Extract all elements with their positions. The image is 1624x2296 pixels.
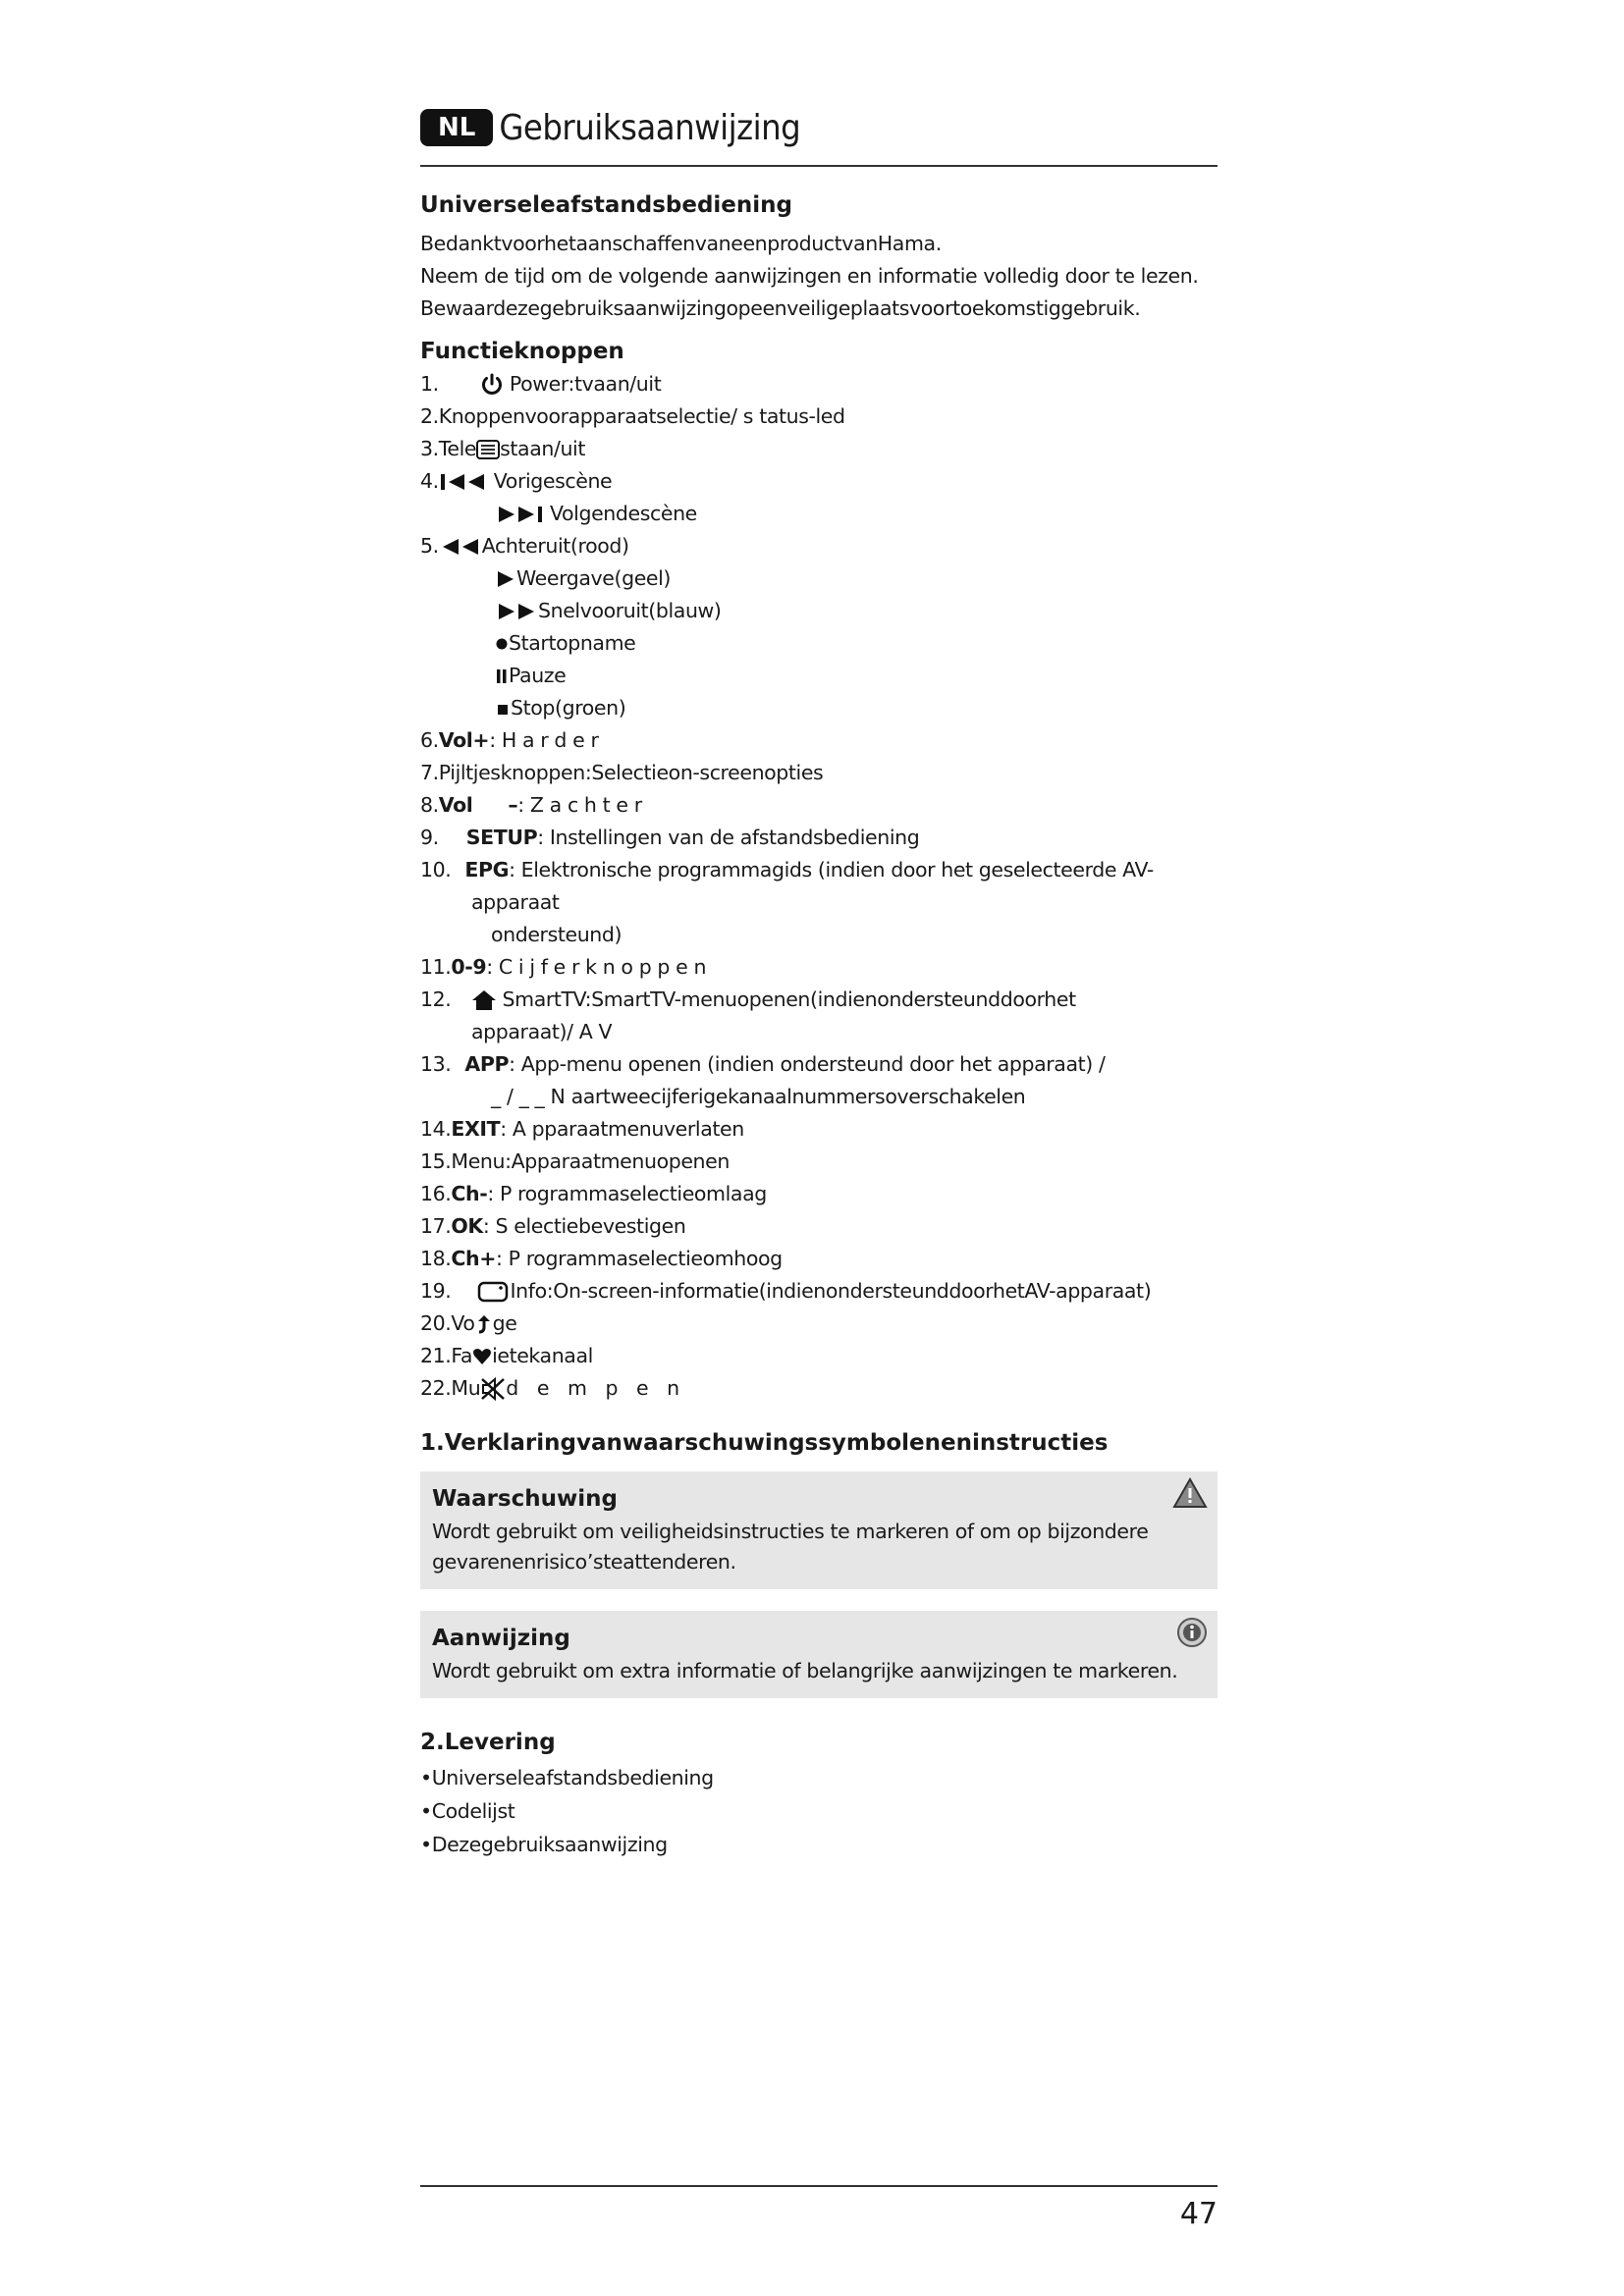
info-circle-icon bbox=[1176, 1617, 1208, 1652]
list-item: 14.EXIT: A pparaatmenuverlaten bbox=[420, 1117, 744, 1141]
pause-icon bbox=[495, 667, 509, 686]
list-item: Stop(groen) bbox=[420, 692, 1218, 724]
document-title: Universeleafstandsbediening bbox=[420, 192, 793, 218]
list-item: 7.Pijltjesknoppen:Selectieon-screenopties bbox=[420, 761, 824, 784]
list-item: 2.Knoppenvoorapparaatselectie/ s tatus-led bbox=[420, 404, 845, 428]
list-item: 18.Ch+: P rogrammaselectieomhoog bbox=[420, 1247, 783, 1270]
previous-scene-icon bbox=[439, 472, 494, 492]
list-item: 3.Tele staan/uit bbox=[420, 437, 585, 460]
page-number: 47 bbox=[1179, 2197, 1218, 2231]
list-item: 11.0-9: C i j f e r k n o p p e n bbox=[420, 955, 707, 979]
intro-line-1: BedanktvoorhetaanschaffenvaneenproductvanHama. bbox=[420, 232, 942, 255]
header-divider bbox=[420, 165, 1218, 167]
teletext-icon bbox=[476, 440, 500, 459]
section-1-heading: 1.Verklaringvanwaarschuwingssymboleneninstructies bbox=[420, 1430, 1109, 1456]
warning-triangle-icon bbox=[1172, 1477, 1208, 1513]
back-arrow-icon bbox=[475, 1313, 493, 1335]
list-item: 12. SmartTV:SmartTV-menuopenen(indienondersteunddoorhet bbox=[420, 988, 1076, 1011]
list-item: 9. SETUP: Instellingen van de afstandsbediening bbox=[420, 826, 920, 849]
next-scene-icon bbox=[495, 505, 550, 524]
list-item: Pauze bbox=[420, 660, 1218, 692]
list-item-continuation: apparaat bbox=[471, 890, 560, 914]
list-item-continuation: _ / _ _ N aartweecijferigekanaalnummersoverschakelen bbox=[491, 1085, 1026, 1108]
list-item: 20.Vo ge bbox=[420, 1311, 517, 1335]
stop-icon bbox=[495, 699, 511, 719]
list-item: 10. EPG: Elektronische programmagids (indien door het geselecteerde AV- bbox=[420, 858, 1154, 881]
list-item: •Universeleafstandsbediening bbox=[420, 1766, 714, 1789]
warning-title: Waarschuwing bbox=[432, 1486, 618, 1512]
warning-box bbox=[420, 1471, 1218, 1589]
page bbox=[420, 98, 1218, 1861]
list-item: •Dezegebruiksaanwijzing bbox=[420, 1833, 668, 1856]
warning-text-line-2: gevarenenrisico’steattenderen. bbox=[432, 1550, 736, 1574]
fast-forward-icon bbox=[495, 602, 538, 621]
list-item: •Codelijst bbox=[420, 1799, 515, 1823]
list-item: Snelvooruit(blauw) bbox=[420, 595, 1218, 627]
power-icon bbox=[480, 373, 504, 397]
intro-line-2: Neem de tijd om de volgende aanwijzingen en informatie volledig door te lezen. bbox=[420, 264, 1199, 288]
list-item: 15.Menu:Apparaatmenuopenen bbox=[420, 1149, 730, 1173]
list-item-continuation: apparaat)/ A V bbox=[471, 1020, 613, 1043]
rewind-icon bbox=[439, 537, 482, 557]
warning-text-line-1: Wordt gebruikt om veiligheidsinstructies te markeren of om op bijzondere bbox=[432, 1520, 1149, 1543]
section-2-heading: 2.Levering bbox=[420, 1730, 556, 1755]
note-box bbox=[420, 1611, 1218, 1698]
note-title: Aanwijzing bbox=[432, 1626, 570, 1651]
list-item: 13. APP: App-menu openen (indien ondersteund door het apparaat) / bbox=[420, 1052, 1106, 1076]
language-badge: NL bbox=[420, 109, 493, 146]
list-item: 1. Power:tvaan/uit bbox=[420, 372, 662, 396]
list-item: Weergave(geel) bbox=[420, 562, 1218, 595]
home-icon bbox=[471, 989, 497, 1011]
list-item: Startopname bbox=[420, 627, 1218, 660]
header-title: Gebruiksaanwijzing bbox=[499, 107, 801, 148]
functions-heading: Functieknoppen bbox=[420, 339, 624, 364]
list-item: 5. Achteruit(rood) bbox=[420, 534, 629, 558]
list-item: 19. Info:On-screen-informatie(indienondersteunddoorhetAV-apparaat) bbox=[420, 1279, 1152, 1303]
list-item: 8.Vol –: Z a c h t e r bbox=[420, 793, 642, 817]
page-header bbox=[420, 98, 1218, 157]
footer-divider bbox=[420, 2185, 1218, 2187]
info-icon bbox=[477, 1281, 509, 1303]
list-item: 21.Fa ietekanaal bbox=[420, 1344, 593, 1367]
functions-list bbox=[420, 368, 1218, 1405]
heart-icon bbox=[472, 1347, 492, 1366]
list-item: 16.Ch-: P rogrammaselectieomlaag bbox=[420, 1182, 767, 1205]
note-text: Wordt gebruikt om extra informatie of belangrijke aanwijzingen te markeren. bbox=[432, 1659, 1178, 1682]
delivery-list bbox=[420, 1761, 1218, 1861]
list-item: 6.Vol+: H a r d e r bbox=[420, 728, 599, 752]
list-item: 22.Mu d e m p e n bbox=[420, 1376, 686, 1400]
record-icon bbox=[495, 634, 509, 654]
list-item: 17.OK: S electiebevestigen bbox=[420, 1214, 686, 1238]
play-icon bbox=[495, 569, 516, 589]
list-item-continuation: ondersteund) bbox=[491, 923, 623, 946]
intro-line-3: Bewaardezegebruiksaanwijzingopeenveiligeplaatsvoortoekomstiggebruik. bbox=[420, 296, 1141, 320]
list-item: Volgendescène bbox=[420, 498, 1218, 530]
mute-icon bbox=[480, 1377, 506, 1401]
list-item: 4. Vorigescène bbox=[420, 469, 613, 493]
